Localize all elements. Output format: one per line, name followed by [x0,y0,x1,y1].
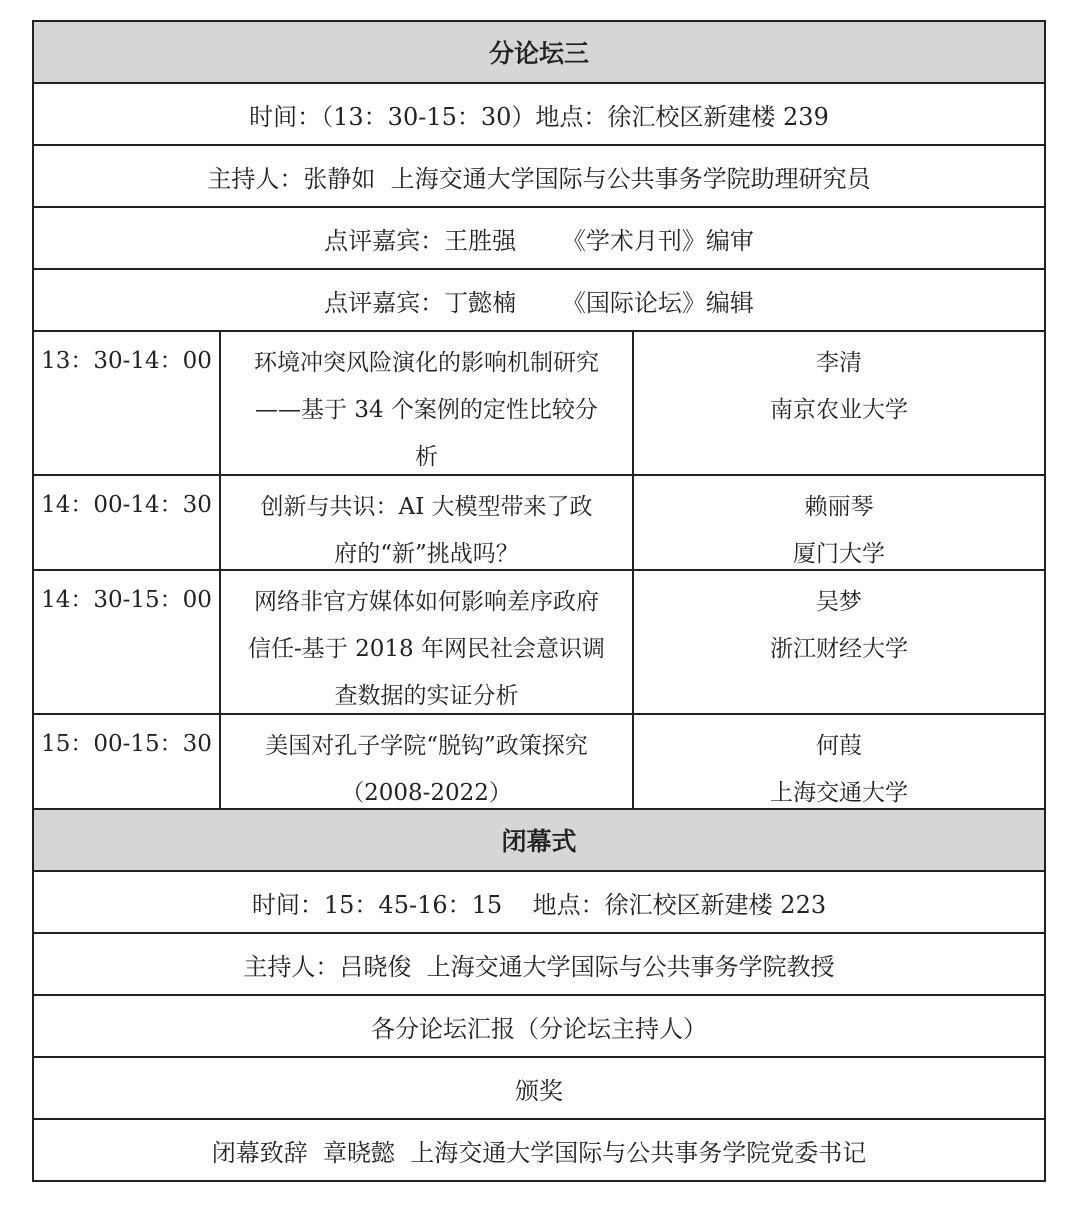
speaker-name: 何葭 [816,733,862,759]
speaker-affiliation: 南京农业大学 [770,397,908,423]
closing-time-place: 时间：15：45-16：15 地点：徐汇校区新建楼 223 [34,872,1046,932]
session-speaker [634,332,1046,474]
speaker-affiliation: 上海交通大学 [770,780,908,806]
session-time: 14：30-15：00 [34,571,221,713]
closing-time-row [34,872,1046,934]
forum-time-place: 时间：（13：30-15：30）地点：徐汇校区新建楼 239 [34,84,1046,144]
session-title-line: 府的“新”挑战吗？ [334,541,519,567]
session-title-line: 环境冲突风险演化的影响机制研究 [254,350,599,376]
session-title-line: （2008-2022） [341,780,512,806]
forum-time-row [34,84,1046,146]
session-time: 15：00-15：30 [34,715,221,808]
speaker-affiliation: 浙江财经大学 [770,636,908,662]
session-title-line: 网络非官方媒体如何影响差序政府 [254,589,599,615]
closing-header-row [34,810,1046,872]
closing-host-row [34,934,1046,996]
session-title-line: ——基于 34 个案例的定性比较分 [255,397,598,423]
closing-item-awards: 颁奖 [34,1058,1046,1118]
forum-header-row [34,22,1046,84]
session-speaker [634,571,1046,713]
forum-reviewer-row-2 [34,270,1046,332]
session-speaker [634,715,1046,808]
speaker-name: 李清 [816,350,862,376]
session-time: 14：00-14：30 [34,476,221,569]
session-title-line: 析 [415,444,438,470]
session-title-line: 美国对孔子学院“脱钩”政策探究 [265,733,588,759]
schedule-table [32,20,1046,1182]
closing-item-row-2 [34,1058,1046,1120]
forum-host-row [34,146,1046,208]
forum-title: 分论坛三 [34,22,1046,82]
speaker-name: 赖丽琴 [804,494,874,520]
speaker-affiliation: 厦门大学 [793,541,885,567]
session-title [221,715,634,808]
closing-host: 主持人：吕晓俊 上海交通大学国际与公共事务学院教授 [34,934,1046,994]
forum-host: 主持人：张静如 上海交通大学国际与公共事务学院助理研究员 [34,146,1046,206]
session-title-line: 创新与共识：AI 大模型带来了政 [260,494,593,520]
closing-item-row-1 [34,996,1046,1058]
speaker-name: 吴梦 [816,589,862,615]
session-title-line: 信任-基于 2018 年网民社会意识调 [248,636,605,662]
closing-item-reports: 各分论坛汇报（分论坛主持人） [34,996,1046,1056]
closing-title: 闭幕式 [34,810,1046,870]
session-row [34,715,1046,810]
session-title [221,332,634,474]
session-row [34,571,1046,715]
session-time: 13：30-14：00 [34,332,221,474]
session-title [221,571,634,713]
closing-item-speech: 闭幕致辞 章晓懿 上海交通大学国际与公共事务学院党委书记 [34,1120,1046,1180]
forum-reviewer-row-1 [34,208,1046,270]
session-title [221,476,634,569]
closing-item-row-3 [34,1120,1046,1182]
forum-reviewer-1: 点评嘉宾：王胜强 《学术月刊》编审 [34,208,1046,268]
forum-reviewer-2: 点评嘉宾：丁懿楠 《国际论坛》编辑 [34,270,1046,330]
session-title-line: 查数据的实证分析 [334,683,519,709]
session-speaker [634,476,1046,569]
session-row [34,332,1046,476]
session-row [34,476,1046,571]
